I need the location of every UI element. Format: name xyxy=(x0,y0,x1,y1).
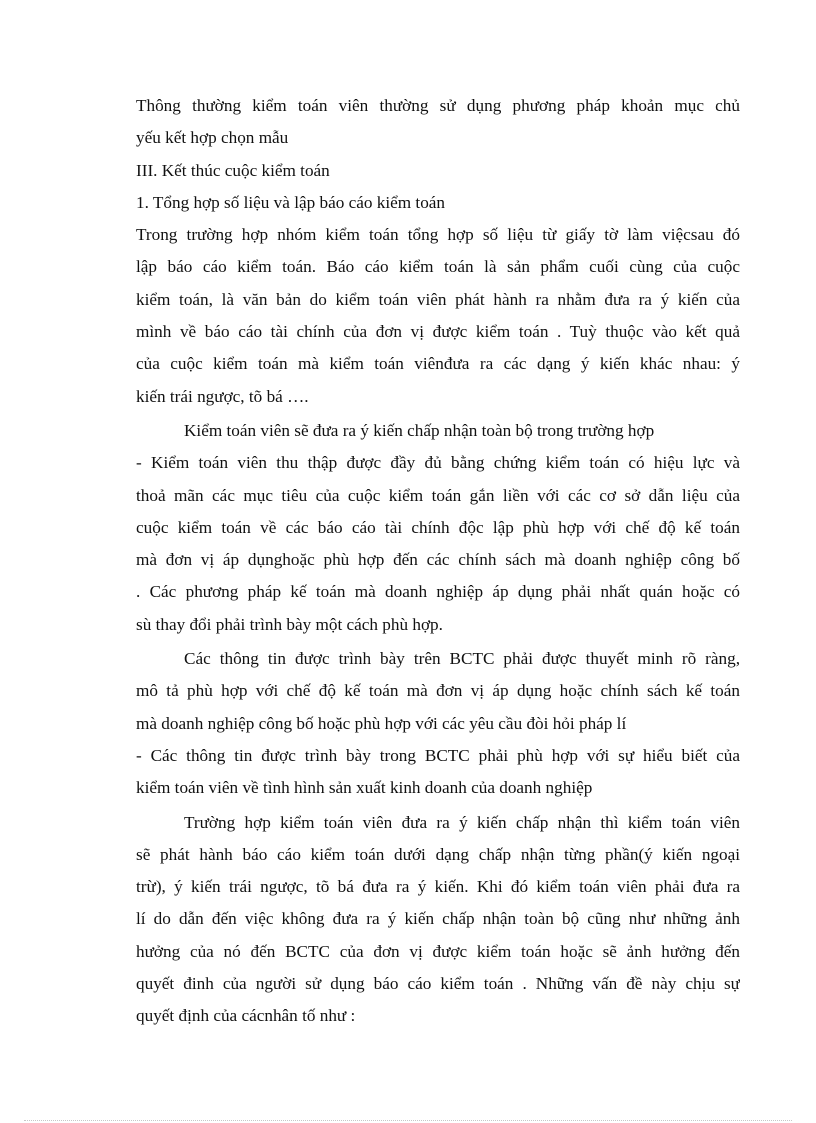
text-line: Trường hợp kiểm toán viên đưa ra ý kiến chấp nhận thì kiểm toán viên xyxy=(184,812,740,832)
text-line: cuộc kiểm toán về các báo cáo tài chính độc lập phù hợp với chế độ kế toán xyxy=(136,517,740,537)
text-line: quyết đinh của người sử dụng báo cáo kiểm toán . Những vấn đề này chịu sự xyxy=(136,974,740,994)
section-heading: III. Kết thúc cuộc kiểm toán xyxy=(136,160,330,180)
text-line: lí do dẫn đến việc không đưa ra ý kiến chấp nhận toàn bộ cũng như những ảnh xyxy=(136,909,740,929)
text-line: mà đơn vị áp dụnghoặc phù hợp đến các chính sách mà doanh nghiệp công bố xyxy=(136,550,740,570)
text-line: kiểm toán, là văn bản do kiểm toán viên phát hành ra nhằm đưa ra ý kiến của xyxy=(136,289,740,309)
text-line: quyết định của cácnhân tố như : xyxy=(136,1006,356,1026)
text-line: Kiểm toán viên sẽ đưa ra ý kiến chấp nhận toàn bộ trong trường hợp xyxy=(184,420,655,440)
text-line: mình về báo cáo tài chính của đơn vị được kiểm toán . Tuỳ thuộc vào kết quả xyxy=(136,322,740,342)
text-line: Thông thường kiểm toán viên thường sử dụng phương pháp khoản mục chủ xyxy=(136,96,740,115)
page-bottom-rule xyxy=(24,1120,792,1121)
text-line: trừ), ý kiến trái ngược, tõ bá đưa ra ý kiến. Khi đó kiểm toán viên phải đưa ra xyxy=(136,877,740,897)
text-line: Các thông tin được trình bày trên BCTC phải được thuyết minh rõ ràng, xyxy=(184,649,740,669)
text-line: thoả mãn các mục tiêu của cuộc kiểm toán gắn liền với các cơ sở dẫn liệu của xyxy=(136,485,740,505)
text-line: kiểm toán viên về tình hình sản xuất kinh doanh của doanh nghiệp xyxy=(136,778,593,798)
text-line: sẽ phát hành báo cáo kiểm toán dưới dạng chấp nhận từng phần(ý kiến ngoại xyxy=(136,844,740,864)
text-line: mà doanh nghiệp công bố hoặc phù hợp với các yêu cầu đòi hỏi pháp lí xyxy=(136,713,627,733)
text-line: - Kiểm toán viên thu thập được đầy đủ bằng chứng kiểm toán có hiệu lực và xyxy=(136,453,740,473)
text-line: Trong trường hợp nhóm kiểm toán tổng hợp số liệu từ giấy tờ làm việcsau đó xyxy=(136,225,740,245)
text-line: kiến trái ngược, tõ bá …. xyxy=(136,386,309,406)
text-line: mô tả phù hợp với chế độ kế toán mà đơn vị áp dụng hoặc chính sách kế toán xyxy=(136,681,740,701)
subsection-heading: 1. Tổng hợp số liệu và lập báo cáo kiểm toán xyxy=(136,192,446,212)
text-line: sù thay đổi phải trình bày một cách phù hợp. xyxy=(136,614,443,634)
text-line: . Các phương pháp kế toán mà doanh nghiệp áp dụng phải nhất quán hoặc có xyxy=(136,582,740,602)
text-line: yếu kết hợp chọn mẫu xyxy=(136,128,289,148)
text-line: lập báo cáo kiểm toán. Báo cáo kiểm toán là sản phẩm cuối cùng của cuộc xyxy=(136,257,740,277)
document-body xyxy=(136,90,740,1033)
text-line: của cuộc kiểm toán mà kiểm toán viênđưa ra các dạng ý kiến khác nhau: ý xyxy=(136,354,740,374)
text-line: - Các thông tin được trình bày trong BCTC phải phù hợp với sự hiểu biết của xyxy=(136,745,740,765)
text-line: hưởng của nó đến BCTC của đơn vị được kiểm toán hoặc sẽ ảnh hưởng đến xyxy=(136,941,740,961)
